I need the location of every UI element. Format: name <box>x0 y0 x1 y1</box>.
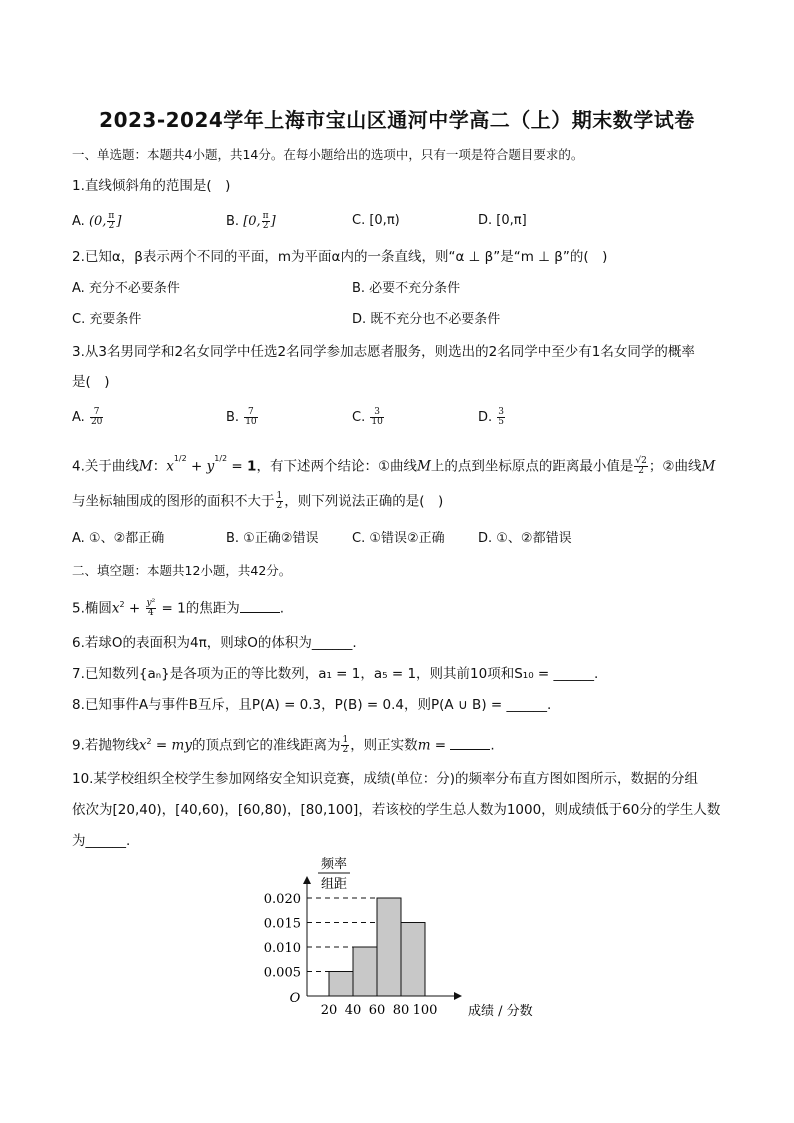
y-tick-label-2: 0.015 <box>263 916 301 932</box>
question-2-stem: 2.已知α，β表示两个不同的平面，m为平面α内的一条直线，则“α ⊥ β”是“m ⊥ β”的( ) <box>72 249 608 265</box>
q1-option-a[interactable]: A. (0, $\frac{\pi}{2}$ ] <box>72 211 122 231</box>
q3-option-a[interactable]: A. $\frac{7}{20}$ <box>72 407 103 427</box>
x-axis-label: 成绩 / 分数 <box>468 1004 533 1019</box>
y-axis-arrow <box>303 876 311 884</box>
origin-label: O <box>289 991 301 1006</box>
question-10-line3: 为______. <box>72 833 131 849</box>
question-7: 7.已知数列{aₙ}是各项为正的等比数列，a₁ = 1，a₅ = 1，则其前10项和S₁₀ = ______. <box>72 666 599 682</box>
q9-answer-blank[interactable] <box>450 737 490 750</box>
question-10-line2: 依次为[20,40)，[40,60)，[60,80)，[80,100]，若该校的学生总人数为1000，则成绩低于60分的学生人数 <box>72 802 721 818</box>
x-tick-label-3: 80 <box>392 1003 410 1018</box>
question-5: 5.椭圆$x^2$ + $\frac{\text{y²}}{4}$ = 1的焦距为 . <box>72 598 284 618</box>
x-tick-label-2: 60 <box>368 1003 386 1018</box>
q1-option-b[interactable]: B. [0, $\frac{\pi}{2}$ ] <box>226 211 276 231</box>
q3-option-c[interactable]: C. $\frac{3}{10}$ <box>352 407 383 427</box>
question-4-stem-line2: 与坐标轴围成的图形的面积不大于 $\frac{1}{2}$ ，则下列说法正确的是( ) <box>72 491 444 511</box>
q2-option-c[interactable]: C. 充要条件 <box>72 312 142 327</box>
q1-option-c[interactable]: C. [0,π) <box>352 213 400 228</box>
y-tick-label-0: 0.005 <box>263 965 301 981</box>
question-4-stem-line1: 4.关于曲线M：$x^{1/2} + y^{1/2} = 1$，有下述两个结论：①曲线M上的点到坐标原点的距离最小值是 $\frac{√2}{2}$ ；②曲线M <box>72 454 716 476</box>
y-tick-label-1: 0.010 <box>263 941 301 956</box>
q5-answer-blank[interactable] <box>240 600 280 613</box>
section-heading-2: 二、填空题：本题共12小题，共42分。 <box>72 563 292 578</box>
q1-option-d[interactable]: D. [0,π] <box>478 213 527 228</box>
q3-option-b[interactable]: B. $\frac{7}{10}$ <box>226 407 257 427</box>
question-3-stem-line1: 3.从3名男同学和2名女同学中任选2名同学参加志愿者服务，则选出的2名同学中至少有1名女同学的概率 <box>72 344 695 360</box>
histogram-bar-0 <box>329 972 353 997</box>
x-tick-label-0: 20 <box>320 1003 338 1018</box>
q2-option-d[interactable]: D. 既不充分也不必要条件 <box>352 312 501 327</box>
histogram-bar-1 <box>353 947 377 996</box>
page-title: 2023-2024学年上海市宝山区通河中学高二（上）期末数学试卷 <box>99 108 695 132</box>
question-8: 8.已知事件A与事件B互斥，且P(A) = 0.3，P(B) = 0.4，则P(A ∪ B) = ______. <box>72 697 552 713</box>
q3-option-d[interactable]: D. $\frac{3}{5}$ <box>478 407 505 427</box>
section-heading-1: 一、单选题：本题共4小题，共14分。在每小题给出的选项中，只有一项是符合题目要求的。 <box>72 147 584 162</box>
x-tick-label-4: 100 <box>412 1003 438 1018</box>
question-9: 9.若抛物线$x^2$ = my的顶点到它的准线距离为 $\frac{1}{2}$ ，则正实数m = . <box>72 735 495 755</box>
y-axis-label-top: 频率 <box>320 857 348 872</box>
question-1-stem: 1.直线倾斜角的范围是( ) <box>72 178 231 194</box>
question-6: 6.若球O的表面积为4π，则球O的体积为______. <box>72 635 357 651</box>
x-tick-label-1: 40 <box>344 1003 362 1018</box>
question-10-line1: 10.某学校组织全校学生参加网络安全知识竞赛，成绩(单位：分)的频率分布直方图如图所示，数据的分组 <box>72 771 699 787</box>
q4-option-b[interactable]: B. ①正确②错误 <box>226 531 319 546</box>
q4-option-d[interactable]: D. ①、②都错误 <box>478 531 572 546</box>
histogram-bar-3 <box>401 923 425 997</box>
q4-option-c[interactable]: C. ①错误②正确 <box>352 531 445 546</box>
y-tick-label-3: 0.020 <box>263 892 301 907</box>
y-axis-label-bottom: 组距 <box>320 877 348 892</box>
question-3-stem-line2: 是( ) <box>72 374 110 390</box>
q2-option-a[interactable]: A. 充分不必要条件 <box>72 281 180 296</box>
histogram-bar-2 <box>377 898 401 996</box>
q2-option-b[interactable]: B. 必要不充分条件 <box>352 281 461 296</box>
x-axis-arrow <box>454 992 462 1000</box>
q4-option-a[interactable]: A. ①、②都正确 <box>72 531 165 546</box>
